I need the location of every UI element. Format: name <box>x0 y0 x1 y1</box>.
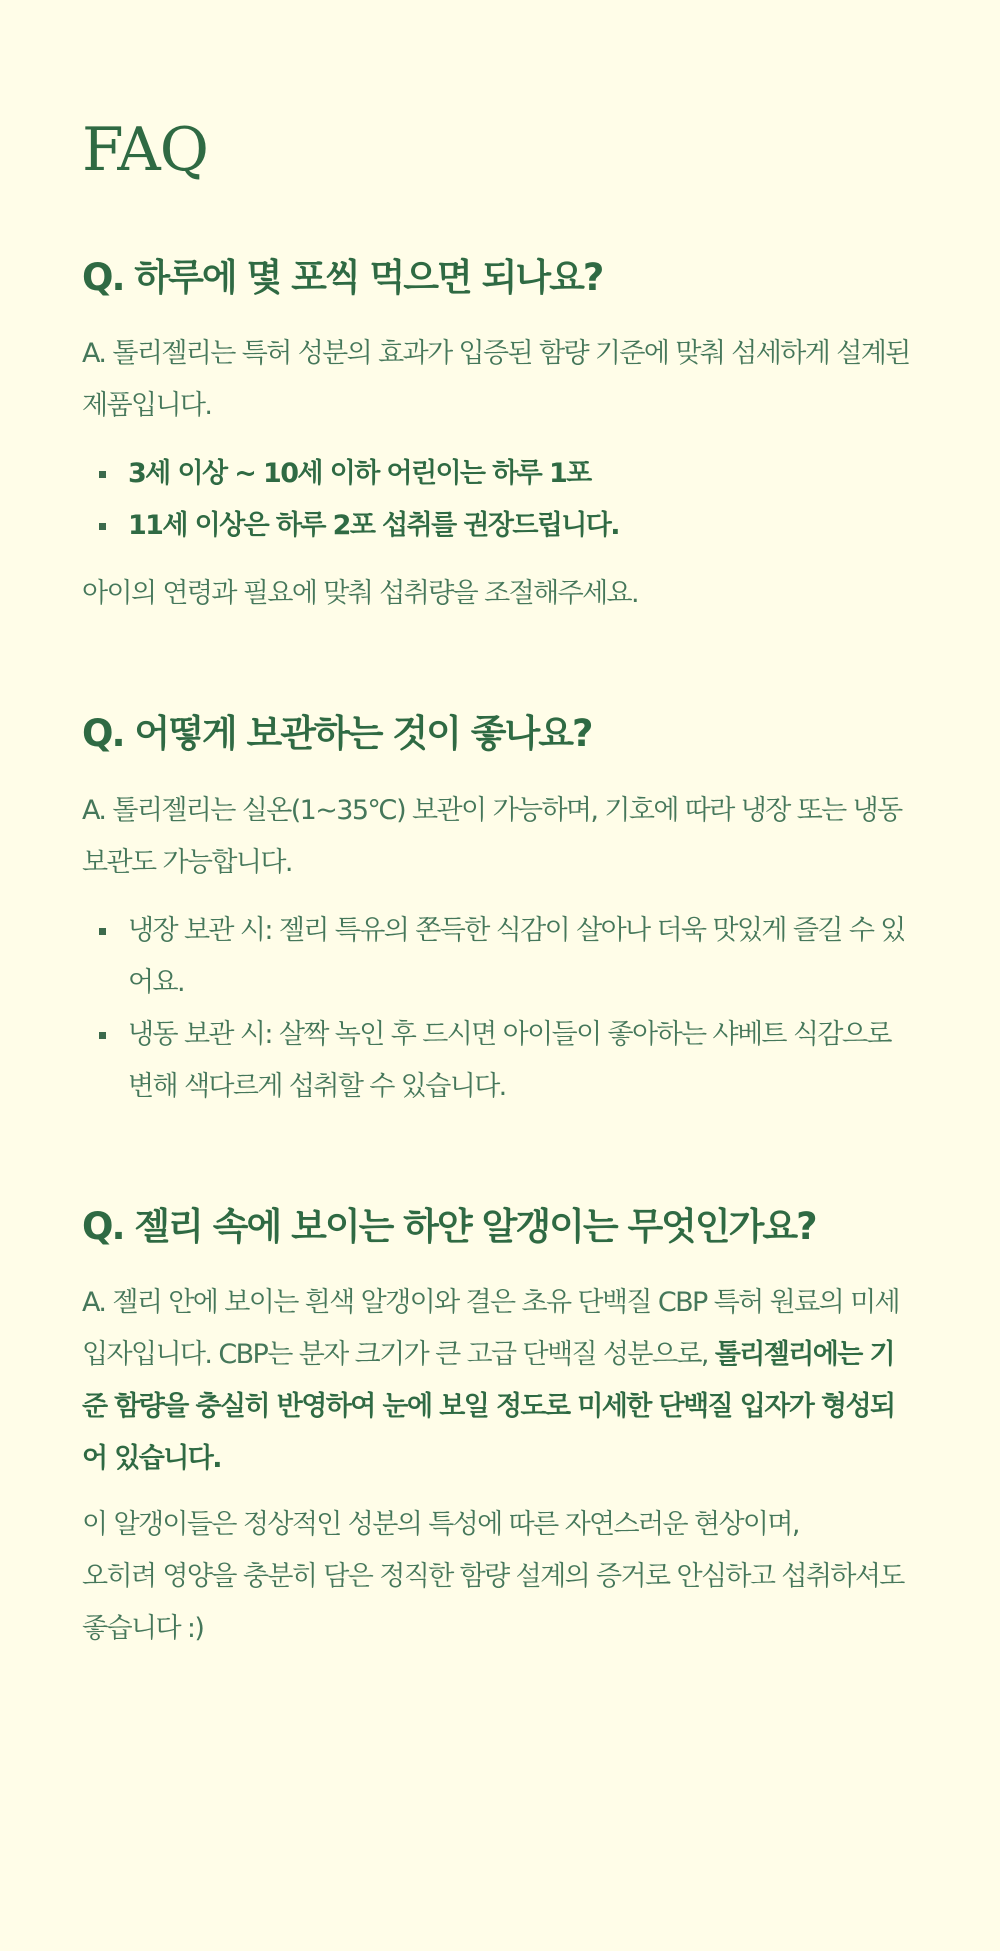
faq-item-storage <box>82 712 918 1112</box>
faq-answer-intro <box>82 1277 918 1485</box>
list-item: 냉장 보관 시: 젤리 특유의 쫀득한 식감이 살아나 더욱 맛있게 즐길 수 있어요. <box>82 905 918 1009</box>
answer-emphasis: 톨리젤리에는 기준 함량을 충실히 반영하여 눈에 보일 정도로 미세한 단백질 입자가 형성되어 있습니다. <box>82 1339 895 1475</box>
faq-question: Q. 젤리 속에 보이는 하얀 알갱이는 무엇인가요? <box>82 1204 816 1248</box>
faq-answer-outro <box>82 1499 918 1655</box>
faq-answer-intro: A. 톨리젤리는 특허 성분의 효과가 입증된 함량 기준에 맞춰 섬세하게 설계된 제품입니다. <box>82 338 910 422</box>
page-title: FAQ <box>82 115 208 185</box>
list-item: 냉동 보관 시: 살짝 녹인 후 드시면 아이들이 좋아하는 샤베트 식감으로 변해 색다르게 섭취할 수 있습니다. <box>82 1009 918 1113</box>
answer-outro-line: 이 알갱이들은 정상적인 성분의 특성에 따른 자연스러운 현상이며, <box>82 1509 799 1541</box>
faq-answer-intro: A. 톨리젤리는 실온(1~35℃) 보관이 가능하며, 기호에 따라 냉장 또는 냉동 보관도 가능합니다. <box>82 794 902 878</box>
answer-outro-line: 오히려 영양을 충분히 담은 정직한 함량 설계의 증거로 안심하고 섭취하셔도 좋습니다 :) <box>82 1561 904 1645</box>
faq-answer-list <box>82 905 918 1113</box>
faq-answer-list <box>82 448 918 552</box>
faq-item-daily-dose <box>82 256 918 620</box>
list-item: 11세 이상은 하루 2포 섭취를 권장드립니다. <box>82 500 918 552</box>
faq-item-white-particles <box>82 1205 918 1655</box>
answer-text: A. 젤리 안에 보이는 흰색 알갱이와 결은 초유 단백질 CBP 특허 원료의 미세 입자입니다. CBP는 분자 크기가 큰 고급 단백질 성분으로, <box>82 1287 900 1371</box>
faq-question: Q. 하루에 몇 포씩 먹으면 되나요? <box>82 256 603 299</box>
faq-answer-outro: 아이의 연령과 필요에 맞춰 섭취량을 조절해주세요. <box>82 578 639 610</box>
faq-question: Q. 어떻게 보관하는 것이 좋나요? <box>82 712 592 756</box>
list-item: 3세 이상 ~ 10세 이하 어린이는 하루 1포 <box>82 448 918 500</box>
